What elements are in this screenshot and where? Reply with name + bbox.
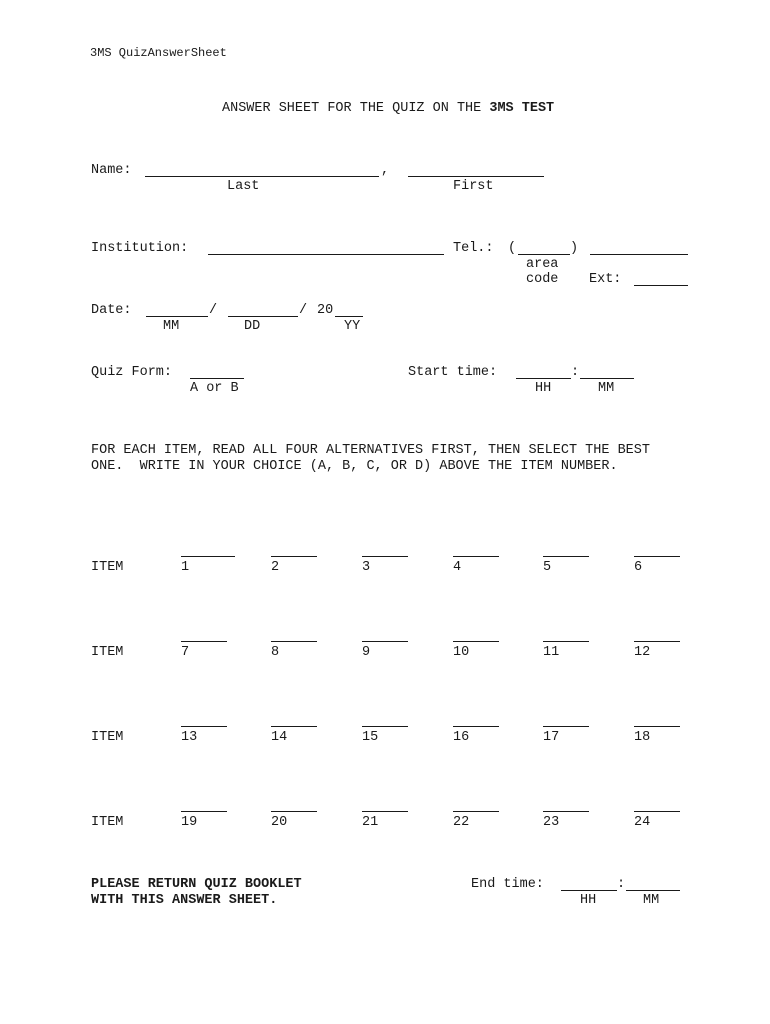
item-number: 6 bbox=[634, 560, 643, 575]
name-comma: , bbox=[381, 163, 390, 178]
item-answer-field[interactable] bbox=[543, 811, 589, 812]
return-notice-line-1: PLEASE RETURN QUIZ BOOKLET bbox=[91, 877, 302, 892]
first-name-field[interactable] bbox=[408, 176, 544, 177]
item-answer-field[interactable] bbox=[634, 811, 680, 812]
name-label: Name: bbox=[91, 163, 132, 178]
item-number: 2 bbox=[271, 560, 280, 575]
item-answer-field[interactable] bbox=[181, 726, 227, 727]
item-answer-field[interactable] bbox=[181, 811, 227, 812]
date-slash-2: / bbox=[299, 303, 308, 318]
item-number: 8 bbox=[271, 645, 280, 660]
end-hour-field[interactable] bbox=[561, 890, 617, 891]
item-answer-field[interactable] bbox=[453, 641, 499, 642]
item-number: 13 bbox=[181, 730, 198, 745]
date-dd-caption: DD bbox=[244, 319, 261, 334]
date-slash-1: / bbox=[209, 303, 218, 318]
item-number: 15 bbox=[362, 730, 379, 745]
tel-paren-open: ( bbox=[508, 241, 517, 256]
item-answer-field[interactable] bbox=[543, 556, 589, 557]
item-number: 17 bbox=[543, 730, 560, 745]
item-answer-field[interactable] bbox=[453, 556, 499, 557]
instructions-line-1: FOR EACH ITEM, READ ALL FOUR ALTERNATIVES FIRST, THEN SELECT THE BEST bbox=[91, 443, 650, 458]
instructions-line-2: ONE. WRITE IN YOUR CHOICE (A, B, C, OR D) ABOVE THE ITEM NUMBER. bbox=[91, 459, 618, 474]
ext-label: Ext: bbox=[589, 272, 622, 287]
area-caption-line2: code bbox=[526, 272, 559, 287]
date-year-field[interactable] bbox=[335, 316, 363, 317]
start-hour-field[interactable] bbox=[516, 378, 571, 379]
end-mm-caption: MM bbox=[643, 893, 660, 908]
first-name-caption: First bbox=[453, 179, 494, 194]
item-number: 14 bbox=[271, 730, 288, 745]
item-answer-field[interactable] bbox=[634, 726, 680, 727]
item-number: 20 bbox=[271, 815, 288, 830]
item-row-label: ITEM bbox=[91, 815, 124, 830]
end-hh-caption: HH bbox=[580, 893, 597, 908]
date-month-field[interactable] bbox=[146, 316, 208, 317]
tel-paren-close: ) bbox=[570, 241, 579, 256]
item-answer-field[interactable] bbox=[271, 726, 317, 727]
item-answer-field[interactable] bbox=[453, 726, 499, 727]
item-number: 4 bbox=[453, 560, 462, 575]
date-yy-caption: YY bbox=[344, 319, 361, 334]
date-mm-caption: MM bbox=[163, 319, 180, 334]
ext-field[interactable] bbox=[634, 285, 688, 286]
document-label: 3MS QuizAnswerSheet bbox=[90, 46, 227, 60]
item-number: 23 bbox=[543, 815, 560, 830]
item-answer-field[interactable] bbox=[271, 641, 317, 642]
quiz-form-field[interactable] bbox=[190, 378, 244, 379]
tel-label: Tel.: bbox=[453, 241, 494, 256]
start-minute-field[interactable] bbox=[580, 378, 634, 379]
item-answer-field[interactable] bbox=[181, 556, 235, 557]
item-number: 24 bbox=[634, 815, 651, 830]
item-number: 9 bbox=[362, 645, 371, 660]
item-answer-field[interactable] bbox=[362, 556, 408, 557]
area-code-field[interactable] bbox=[518, 254, 570, 255]
item-answer-field[interactable] bbox=[362, 641, 408, 642]
title-prefix: ANSWER SHEET FOR THE QUIZ ON THE bbox=[222, 101, 490, 116]
tel-number-field[interactable] bbox=[590, 254, 688, 255]
date-day-field[interactable] bbox=[228, 316, 298, 317]
item-number: 5 bbox=[543, 560, 552, 575]
item-row-label: ITEM bbox=[91, 560, 124, 575]
item-answer-field[interactable] bbox=[362, 726, 408, 727]
item-row-label: ITEM bbox=[91, 645, 124, 660]
area-caption-line1: area bbox=[526, 257, 559, 272]
start-time-label: Start time: bbox=[408, 365, 498, 380]
item-number: 3 bbox=[362, 560, 371, 575]
item-answer-field[interactable] bbox=[271, 556, 317, 557]
end-time-colon: : bbox=[617, 877, 626, 892]
end-time-label: End time: bbox=[471, 877, 544, 892]
page-title bbox=[222, 101, 554, 117]
start-time-colon: : bbox=[571, 365, 580, 380]
item-number: 18 bbox=[634, 730, 651, 745]
item-answer-field[interactable] bbox=[634, 556, 680, 557]
item-number: 12 bbox=[634, 645, 651, 660]
start-hh-caption: HH bbox=[535, 381, 552, 396]
item-number: 22 bbox=[453, 815, 470, 830]
return-notice-line-2: WITH THIS ANSWER SHEET. bbox=[91, 893, 278, 908]
start-mm-caption: MM bbox=[598, 381, 615, 396]
item-answer-field[interactable] bbox=[543, 726, 589, 727]
item-answer-field[interactable] bbox=[634, 641, 680, 642]
title-test-name: 3MS TEST bbox=[489, 101, 555, 116]
item-number: 19 bbox=[181, 815, 198, 830]
item-number: 11 bbox=[543, 645, 560, 660]
item-number: 1 bbox=[181, 560, 190, 575]
item-number: 16 bbox=[453, 730, 470, 745]
item-answer-field[interactable] bbox=[271, 811, 317, 812]
last-name-field[interactable] bbox=[145, 176, 379, 177]
item-answer-field[interactable] bbox=[453, 811, 499, 812]
item-answer-field[interactable] bbox=[362, 811, 408, 812]
institution-label: Institution: bbox=[91, 241, 189, 256]
item-answer-field[interactable] bbox=[543, 641, 589, 642]
institution-field[interactable] bbox=[208, 254, 444, 255]
date-label: Date: bbox=[91, 303, 132, 318]
item-number: 10 bbox=[453, 645, 470, 660]
item-answer-field[interactable] bbox=[181, 641, 227, 642]
quiz-form-caption: A or B bbox=[190, 381, 239, 396]
item-number: 7 bbox=[181, 645, 190, 660]
end-minute-field[interactable] bbox=[626, 890, 680, 891]
date-year-prefix: 20 bbox=[317, 303, 334, 318]
item-number: 21 bbox=[362, 815, 379, 830]
item-row-label: ITEM bbox=[91, 730, 124, 745]
quiz-form-label: Quiz Form: bbox=[91, 365, 173, 380]
last-name-caption: Last bbox=[227, 179, 260, 194]
